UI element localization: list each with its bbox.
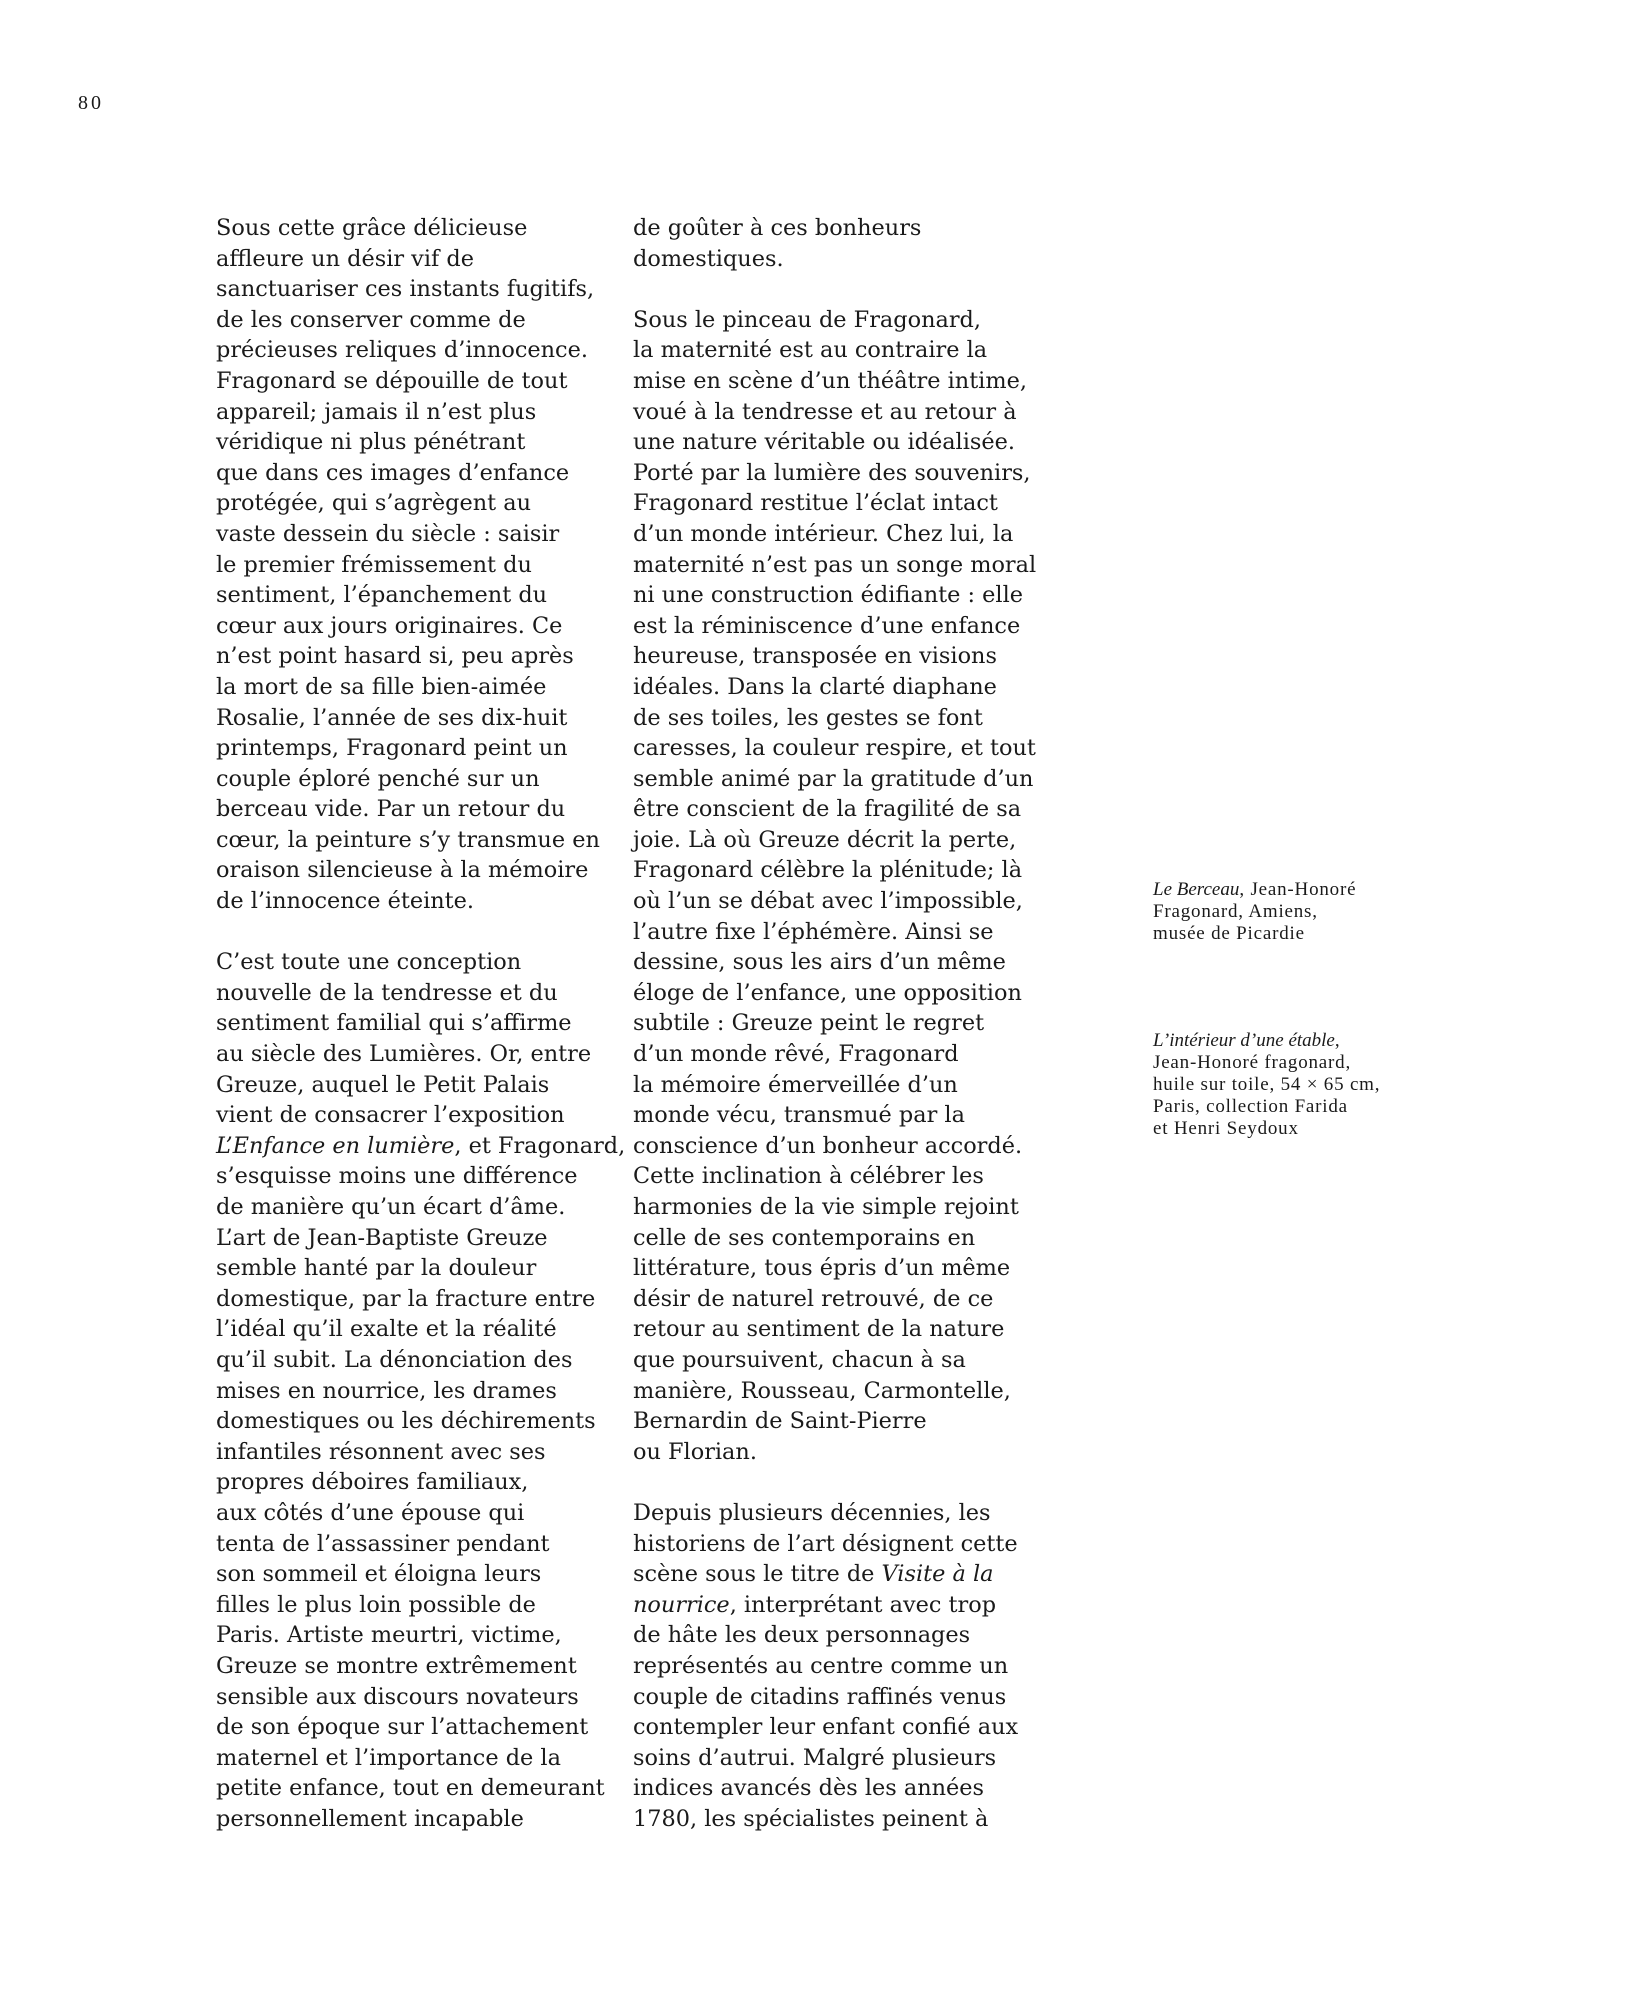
- caption-line: Jean-Honoré fragonard,: [1153, 1052, 1352, 1073]
- right-column-line: l’autre fixe l’éphémère. Ainsi se: [633, 918, 994, 945]
- left-column-line: protégée, qui s’agrègent au: [216, 490, 531, 517]
- text-column-left: [216, 213, 626, 1834]
- right-column-line: la mémoire émerveillée d’un: [633, 1071, 958, 1098]
- right-column-line: idéales. Dans la clarté diaphane: [633, 673, 997, 700]
- right-column-line: Sous le pinceau de Fragonard,: [633, 306, 981, 333]
- left-column-line: de manière qu’un écart d’âme.: [216, 1194, 566, 1220]
- right-column-line: historiens de l’art désignent cette: [633, 1530, 1018, 1557]
- left-column-line: Greuze, auquel le Petit Palais: [216, 1071, 550, 1098]
- right-column-line: heureuse, transposée en visions: [633, 643, 997, 670]
- caption-line: Fragonard, Amiens,: [1153, 901, 1318, 922]
- right-column-line: littérature, tous épris d’un même: [633, 1255, 1011, 1282]
- right-column-line: d’un monde rêvé, Fragonard: [633, 1041, 959, 1068]
- right-column-line: manière, Rousseau, Carmontelle,: [633, 1377, 1011, 1404]
- right-column-line: Porté par la lumière des souvenirs,: [633, 459, 1031, 486]
- left-column-line: Sous cette grâce délicieuse: [216, 215, 528, 241]
- left-column-line: couple éploré penché sur un: [216, 765, 540, 792]
- left-column-line: qu’il subit. La dénonciation des: [216, 1346, 573, 1373]
- right-column-line: où l’un se débat avec l’impossible,: [633, 888, 1023, 915]
- caption-line: ,: [1334, 1030, 1341, 1051]
- caption-line: et Henri Seydoux: [1153, 1118, 1299, 1139]
- right-column-line: Depuis plusieurs décennies, les: [633, 1499, 991, 1526]
- left-column-line: personnellement incapable: [216, 1805, 524, 1832]
- right-column-line: 1780, les spécialistes peinent à: [633, 1805, 989, 1832]
- left-column-line: printemps, Fragonard peint un: [216, 735, 568, 762]
- right-column-line: éloge de l’enfance, une opposition: [633, 979, 1022, 1006]
- left-column-line: de son époque sur l’attachement: [216, 1714, 589, 1741]
- right-column-line: la maternité est au contraire la: [633, 337, 988, 364]
- right-column-line: d’un monde intérieur. Chez lui, la: [633, 520, 1014, 547]
- right-column-line: ni une construction édifiante : elle: [633, 582, 1023, 609]
- text-column-right: [633, 213, 1038, 1834]
- right-column-line: celle de ses contemporains en: [633, 1224, 976, 1251]
- right-column-line: Fragonard restitue l’éclat intact: [633, 490, 998, 517]
- left-column-line: aux côtés d’une épouse qui: [216, 1499, 525, 1526]
- left-column-line: sensible aux discours novateurs: [216, 1683, 579, 1710]
- left-column-line: Greuze se montre extrêmement: [216, 1652, 577, 1679]
- left-column-line: [216, 917, 621, 948]
- right-column-line: caresses, la couleur respire, et tout: [633, 735, 1036, 762]
- right-column-line: soins d’autrui. Malgré plusieurs: [633, 1744, 997, 1771]
- left-column-line: appareil; jamais il n’est plus: [216, 398, 537, 425]
- left-column-line: domestiques ou les déchirements: [216, 1408, 596, 1435]
- left-column-line: cœur aux jours originaires. Ce: [216, 612, 563, 639]
- right-column-line: désir de naturel retrouvé, de ce: [633, 1285, 994, 1312]
- right-column-line: monde vécu, transmué par la: [633, 1102, 965, 1129]
- left-column-line: sentiment familial qui s’affirme: [216, 1010, 572, 1037]
- left-column-line: que dans ces images d’enfance: [216, 459, 570, 486]
- right-column-line: que poursuivent, chacun à sa: [633, 1346, 966, 1373]
- left-column-line: le premier frémissement du: [216, 551, 532, 578]
- left-column-line: Paris. Artiste meurtri, victime,: [216, 1622, 562, 1649]
- right-column-line: mise en scène d’un théâtre intime,: [633, 367, 1027, 394]
- left-column-line: berceau vide. Par un retour du: [216, 796, 566, 823]
- left-column-line: affleure un désir vif de: [216, 245, 474, 272]
- left-column-line: tenta de l’assassiner pendant: [216, 1530, 550, 1557]
- right-column-line: contempler leur enfant confié aux: [633, 1714, 1019, 1741]
- right-column-line: [633, 1467, 1038, 1498]
- left-column-line: n’est point hasard si, peu après: [216, 643, 574, 670]
- left-column-line: C’est toute une conception: [216, 949, 522, 976]
- right-column-line: joie. Là où Greuze décrit la perte,: [633, 826, 1017, 853]
- caption-line: Paris, collection Farida: [1153, 1096, 1348, 1117]
- right-column-line: être conscient de la fragilité de sa: [633, 796, 1022, 823]
- right-column-line: conscience d’un bonheur accordé.: [633, 1132, 1023, 1159]
- left-column-line: cœur, la peinture s’y transmue en: [216, 826, 600, 853]
- left-column-line: mises en nourrice, les drames: [216, 1377, 557, 1404]
- caption-le-berceau: [1153, 879, 1453, 945]
- left-column-line: l’idéal qu’il exalte et la réalité: [216, 1316, 557, 1343]
- right-column-line: Cette inclination à célébrer les: [633, 1163, 984, 1190]
- left-column-line: la mort de sa fille bien-aimée: [216, 673, 547, 700]
- right-column-line: représentés au centre comme un: [633, 1652, 1009, 1679]
- right-column-line: semble animé par la gratitude d’un: [633, 765, 1034, 792]
- left-column-line: au siècle des Lumières. Or, entre: [216, 1041, 592, 1068]
- right-column-line: de goûter à ces bonheurs: [633, 215, 922, 241]
- right-column-line: Fragonard célèbre la plénitude; là: [633, 857, 1023, 884]
- left-column-line: sentiment, l’épanchement du: [216, 582, 548, 609]
- caption-title: L’intérieur d’une étable: [1153, 1030, 1335, 1051]
- left-column-line: Rosalie, l’année de ses dix-huit: [216, 704, 568, 731]
- caption-line: , Jean-Honoré: [1239, 879, 1357, 900]
- left-column-line: L’art de Jean-Baptiste Greuze: [216, 1224, 548, 1251]
- right-column-line: une nature véritable ou idéalisée.: [633, 429, 1015, 456]
- right-column-line: de ses toiles, les gestes se font: [633, 704, 983, 731]
- caption-title: Le Berceau: [1153, 879, 1240, 900]
- left-column-line: vient de consacrer l’exposition: [216, 1102, 565, 1129]
- right-column-line: maternité n’est pas un songe moral: [633, 551, 1037, 578]
- right-column-line: est la réminiscence d’une enfance: [633, 612, 1021, 639]
- right-column-line: couple de citadins raffinés venus: [633, 1683, 1007, 1710]
- right-column-line: de hâte les deux personnages: [633, 1622, 971, 1649]
- left-column-line: domestique, par la fracture entre: [216, 1285, 596, 1312]
- left-column-line: de l’innocence éteinte.: [216, 888, 475, 915]
- left-column-line: petite enfance, tout en demeurant: [216, 1775, 605, 1802]
- left-column-line: infantiles résonnent avec ses: [216, 1438, 546, 1465]
- left-column-line: sanctuariser ces instants fugitifs,: [216, 276, 595, 303]
- right-column-line: Bernardin de Saint-Pierre: [633, 1408, 927, 1435]
- left-column-line: propres déboires familiaux,: [216, 1469, 529, 1496]
- right-column-line: indices avancés dès les années: [633, 1775, 985, 1802]
- right-column-line: dessine, sous les airs d’un même: [633, 949, 1006, 976]
- left-column-line: Fragonard se dépouille de tout: [216, 367, 568, 394]
- caption-line: huile sur toile, 54 × 65 cm,: [1153, 1074, 1381, 1095]
- left-column-line: véridique ni plus pénétrant: [216, 429, 526, 456]
- left-column-line: L’Enfance en lumière, et Fragonard,: [216, 1132, 626, 1159]
- left-column-line: nouvelle de la tendresse et du: [216, 979, 558, 1006]
- left-column-line: précieuses reliques d’innocence.: [216, 337, 588, 364]
- page-number: 80: [78, 92, 104, 114]
- right-column-line: scène sous le titre de Visite à la: [633, 1561, 994, 1588]
- left-column-line: semble hanté par la douleur: [216, 1255, 537, 1282]
- left-column-line: vaste dessein du siècle : saisir: [216, 520, 560, 547]
- left-column-line: oraison silencieuse à la mémoire: [216, 857, 589, 884]
- left-column-line: s’esquisse moins une différence: [216, 1163, 578, 1190]
- left-column-line: filles le plus loin possible de: [216, 1591, 536, 1618]
- right-column-line: nourrice, interprétant avec trop: [633, 1591, 997, 1618]
- left-column-line: son sommeil et éloigna leurs: [216, 1561, 542, 1588]
- left-column-line: de les conserver comme de: [216, 306, 526, 333]
- right-column-line: voué à la tendresse et au retour à: [633, 398, 1017, 425]
- caption-interieur-etable: [1153, 1030, 1453, 1140]
- right-column-line: retour au sentiment de la nature: [633, 1316, 1005, 1343]
- left-column-line: maternel et l’importance de la: [216, 1744, 561, 1771]
- caption-line: musée de Picardie: [1153, 923, 1305, 944]
- right-column-line: harmonies de la vie simple rejoint: [633, 1194, 1019, 1220]
- right-column-line: ou Florian.: [633, 1438, 757, 1465]
- right-column-line: domestiques.: [633, 245, 784, 272]
- right-column-line: subtile : Greuze peint le regret: [633, 1010, 985, 1037]
- right-column-line: [633, 274, 1038, 305]
